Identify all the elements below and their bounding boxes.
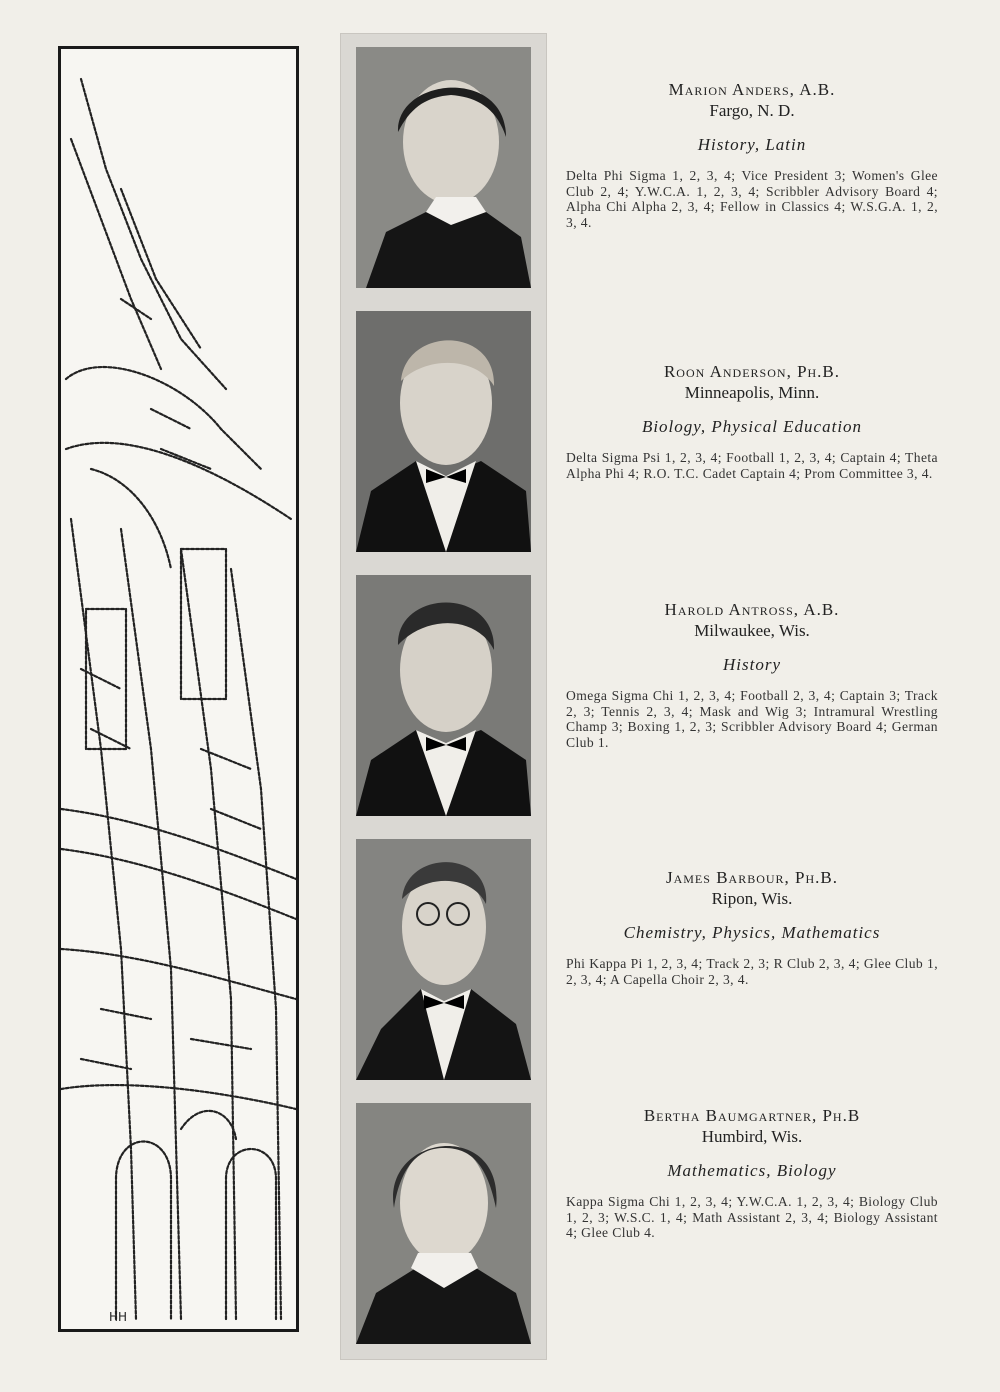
- student-activities: Delta Sigma Psi 1, 2, 3, 4; Football 1, 2, 3, 4; Captain 4; Theta Alpha Phi 4; R.O. T.C. Cadet Captain 4; Prom Committee 3, 4.: [566, 450, 938, 481]
- student-entry: [566, 868, 938, 987]
- student-name: Marion Anders, A.B.: [668, 80, 836, 99]
- student-entry: [566, 600, 938, 750]
- student-city: Humbird, Wis.: [701, 1127, 803, 1146]
- student-name: Harold Antross, A.B.: [664, 600, 840, 619]
- monogram: HH: [109, 1310, 128, 1324]
- student-major: Biology, Physical Education: [641, 417, 863, 436]
- student-city: Minneapolis, Minn.: [684, 383, 820, 402]
- student-name: James Barbour, Ph.B.: [665, 868, 838, 887]
- student-major: History: [723, 655, 781, 674]
- student-activities: Kappa Sigma Chi 1, 2, 3, 4; Y.W.C.A. 1, 2, 3, 4; Biology Club 1, 2, 3; W.S.C. 1, 4; Math Assistant 2, 3, 4; Biology Assistant 4; Glee Club 4.: [566, 1194, 938, 1240]
- student-city: Ripon, Wis.: [711, 889, 793, 908]
- portrait-photo-4: [356, 839, 531, 1080]
- student-activities: Omega Sigma Chi 1, 2, 3, 4; Football 2, 3, 4; Captain 3; Track 2, 3; Tennis 2, 3, 4; Mask and Wig 3; Intramural Wrestling Champ 3; Boxing 1, 2, 3; Scribbler Advisory Board 4; German Club 1.: [566, 688, 938, 750]
- student-activities: Phi Kappa Pi 1, 2, 3, 4; Track 2, 3; R Club 2, 3, 4; Glee Club 1, 2, 3, 4; A Capella Choir 2, 3, 4.: [566, 956, 938, 987]
- photo-strip: [340, 33, 547, 1360]
- student-city: Milwaukee, Wis.: [694, 621, 810, 640]
- student-major: Mathematics, Biology: [667, 1161, 837, 1180]
- student-entry: [566, 1106, 938, 1241]
- tower-sketch: [61, 49, 296, 1329]
- student-name: Roon Anderson, Ph.B.: [663, 362, 841, 381]
- portrait-photo-3: [356, 575, 531, 816]
- student-major: Chemistry, Physics, Mathematics: [623, 923, 881, 942]
- student-entry: [566, 80, 938, 230]
- student-name: Bertha Baumgartner, Ph.B: [643, 1106, 861, 1125]
- portrait-photo-5: [356, 1103, 531, 1344]
- tower-drawing: [58, 46, 299, 1332]
- student-major: History, Latin: [697, 135, 807, 154]
- portrait-photo-2: [356, 311, 531, 552]
- portrait-photo-1: [356, 47, 531, 288]
- student-city: Fargo, N. D.: [709, 101, 795, 120]
- student-entry: [566, 362, 938, 481]
- student-activities: Delta Phi Sigma 1, 2, 3, 4; Vice President 3; Women's Glee Club 2, 4; Y.W.C.A. 1, 2, 3, 4; Scribbler Advisory Board 4; Alpha Chi Alpha 2, 3, 4; Fellow in Classics 4; W.S.G.A. 1, 2, 3, 4.: [566, 168, 938, 230]
